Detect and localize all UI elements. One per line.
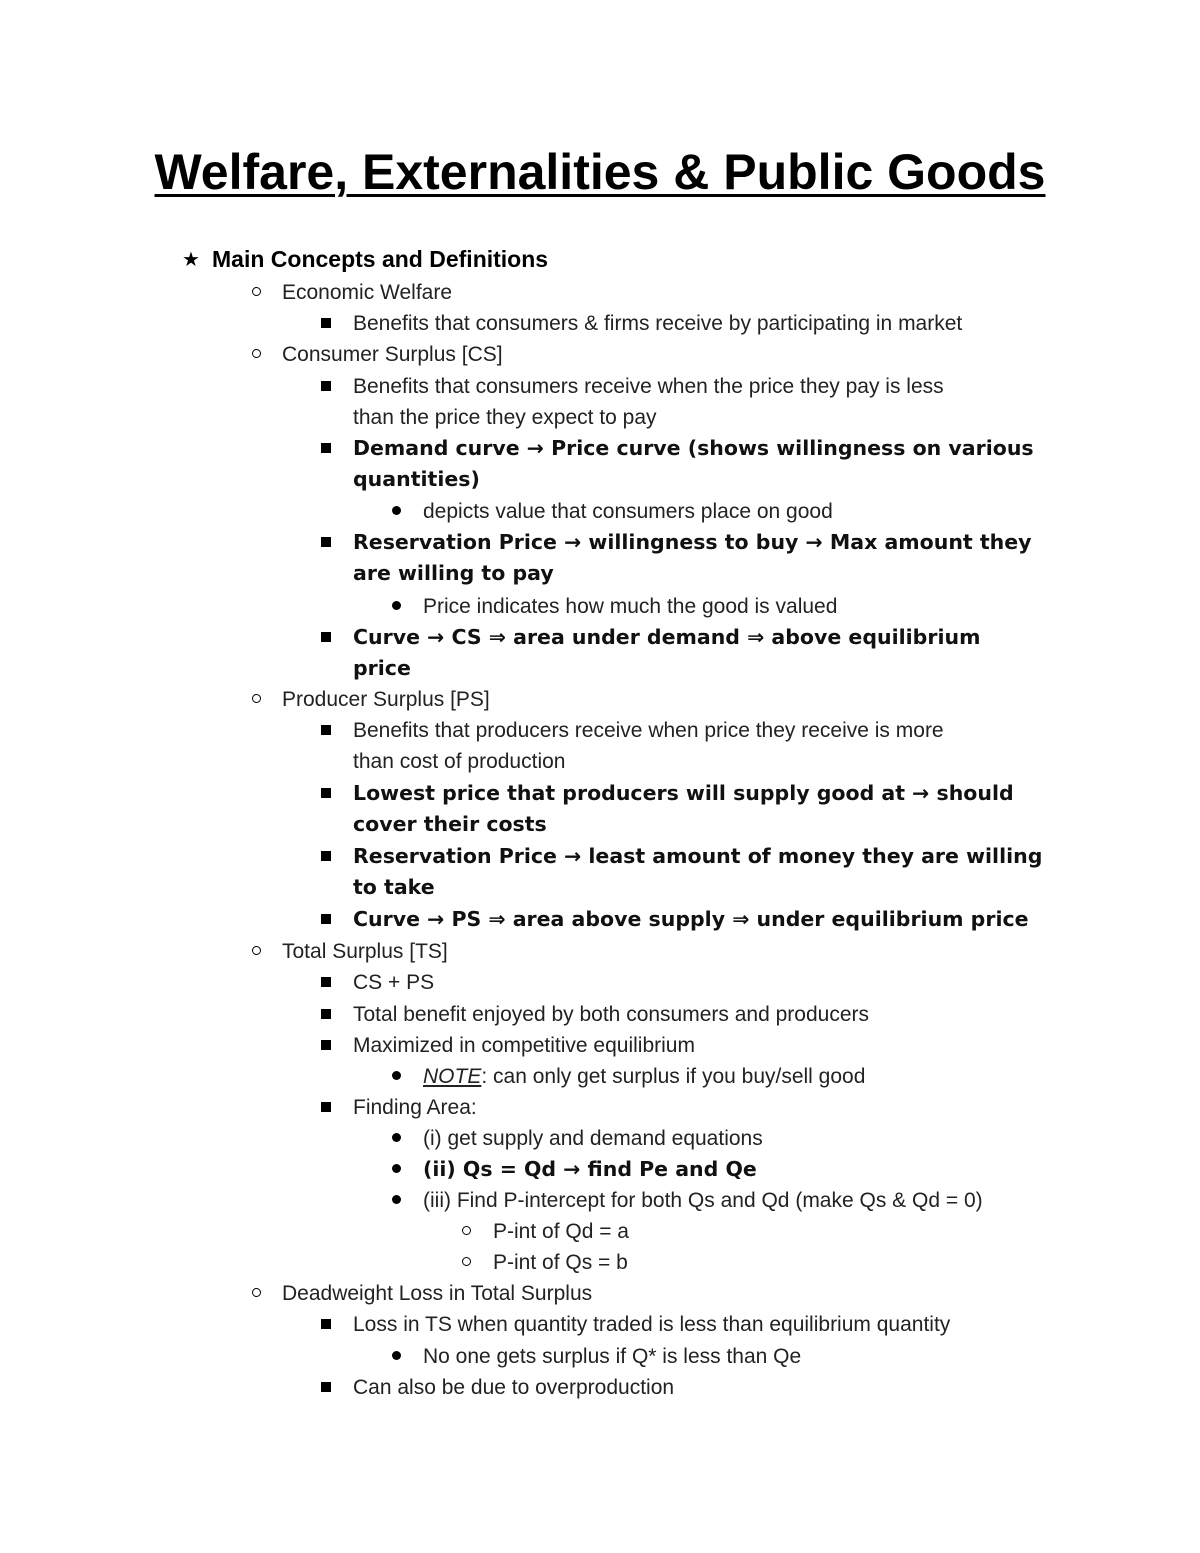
square-bullet-icon [313, 999, 339, 1030]
ring-bullet-icon [453, 1247, 479, 1278]
dot-bullet-icon [383, 1185, 409, 1216]
square-bullet-icon [313, 308, 339, 339]
document-page: Welfare, Externalities & Public Goods ★ Main Concepts and Definitions Economic Welfare Benefits that consumers & firms receive by participating in market Consumer Surplus [CS] Benefits that consumers receive when the price they pay is less than the price they expect to pay Demand curve → Price curve (shows willingness on various quantities) depicts value that consumers place on good Reservation Price → willingness to buy → Max amount they are willing to pay Price indicates how much the good is valued Curve → CS ⇒ area under demand ⇒ above equilibrium price Producer Surplus [PS] Benefits that producers receive when price they receive is more than cost of production Lowest price that producers will supply good at → should cover their costs Reservation Price → least amount of money they are willing to take Curve → PS ⇒ area above supply ⇒ under equilibrium price Total Surplus [TS] CS + PS Total benefit enjoyed by both consumers and producers Maximized in competitive equilibrium NOTE: can only get surplus if you buy/sell good Finding Area: (i) get supply and demand equations (ii) Qs = Qd → find Pe and Qe (iii) Find P-intercept for both Qs and Qd (make Qs & Qd = 0) P-int of Qd = a P-int of Qs = b Deadweight Loss in Total Surplus Loss in TS when quantity traded is less than equilibrium quantity No one gets surplus if Q* is less than Qe Can also be due to overproduction [0, 0, 1200, 1553]
ring-bullet-icon [453, 1216, 479, 1247]
square-bullet-icon [313, 1309, 339, 1340]
ring-bullet-icon [243, 684, 269, 715]
ring-bullet-icon [243, 936, 269, 967]
dot-bullet-icon [383, 496, 409, 527]
page-title [0, 140, 1200, 204]
dot-bullet-icon [383, 1123, 409, 1154]
square-bullet-icon [313, 433, 339, 464]
square-bullet-icon [313, 1372, 339, 1403]
square-bullet-icon [313, 1092, 339, 1123]
square-bullet-icon [313, 527, 339, 558]
page-title-text: Welfare, Externalities & Public Goods [154, 144, 1046, 200]
square-bullet-icon [313, 967, 339, 998]
dot-bullet-icon [383, 1341, 409, 1372]
square-bullet-icon [313, 622, 339, 653]
square-bullet-icon [313, 778, 339, 809]
dot-bullet-icon [383, 591, 409, 622]
square-bullet-icon [313, 904, 339, 935]
square-bullet-icon [313, 715, 339, 746]
dot-bullet-icon [383, 1154, 409, 1185]
dot-bullet-icon [383, 1061, 409, 1092]
square-bullet-icon [313, 841, 339, 872]
star-icon: ★ [182, 247, 200, 271]
ring-bullet-icon [243, 339, 269, 370]
ring-bullet-icon [243, 277, 269, 308]
ring-bullet-icon [243, 1278, 269, 1309]
square-bullet-icon [313, 1030, 339, 1061]
square-bullet-icon [313, 371, 339, 402]
note-label: NOTE [423, 1065, 482, 1088]
